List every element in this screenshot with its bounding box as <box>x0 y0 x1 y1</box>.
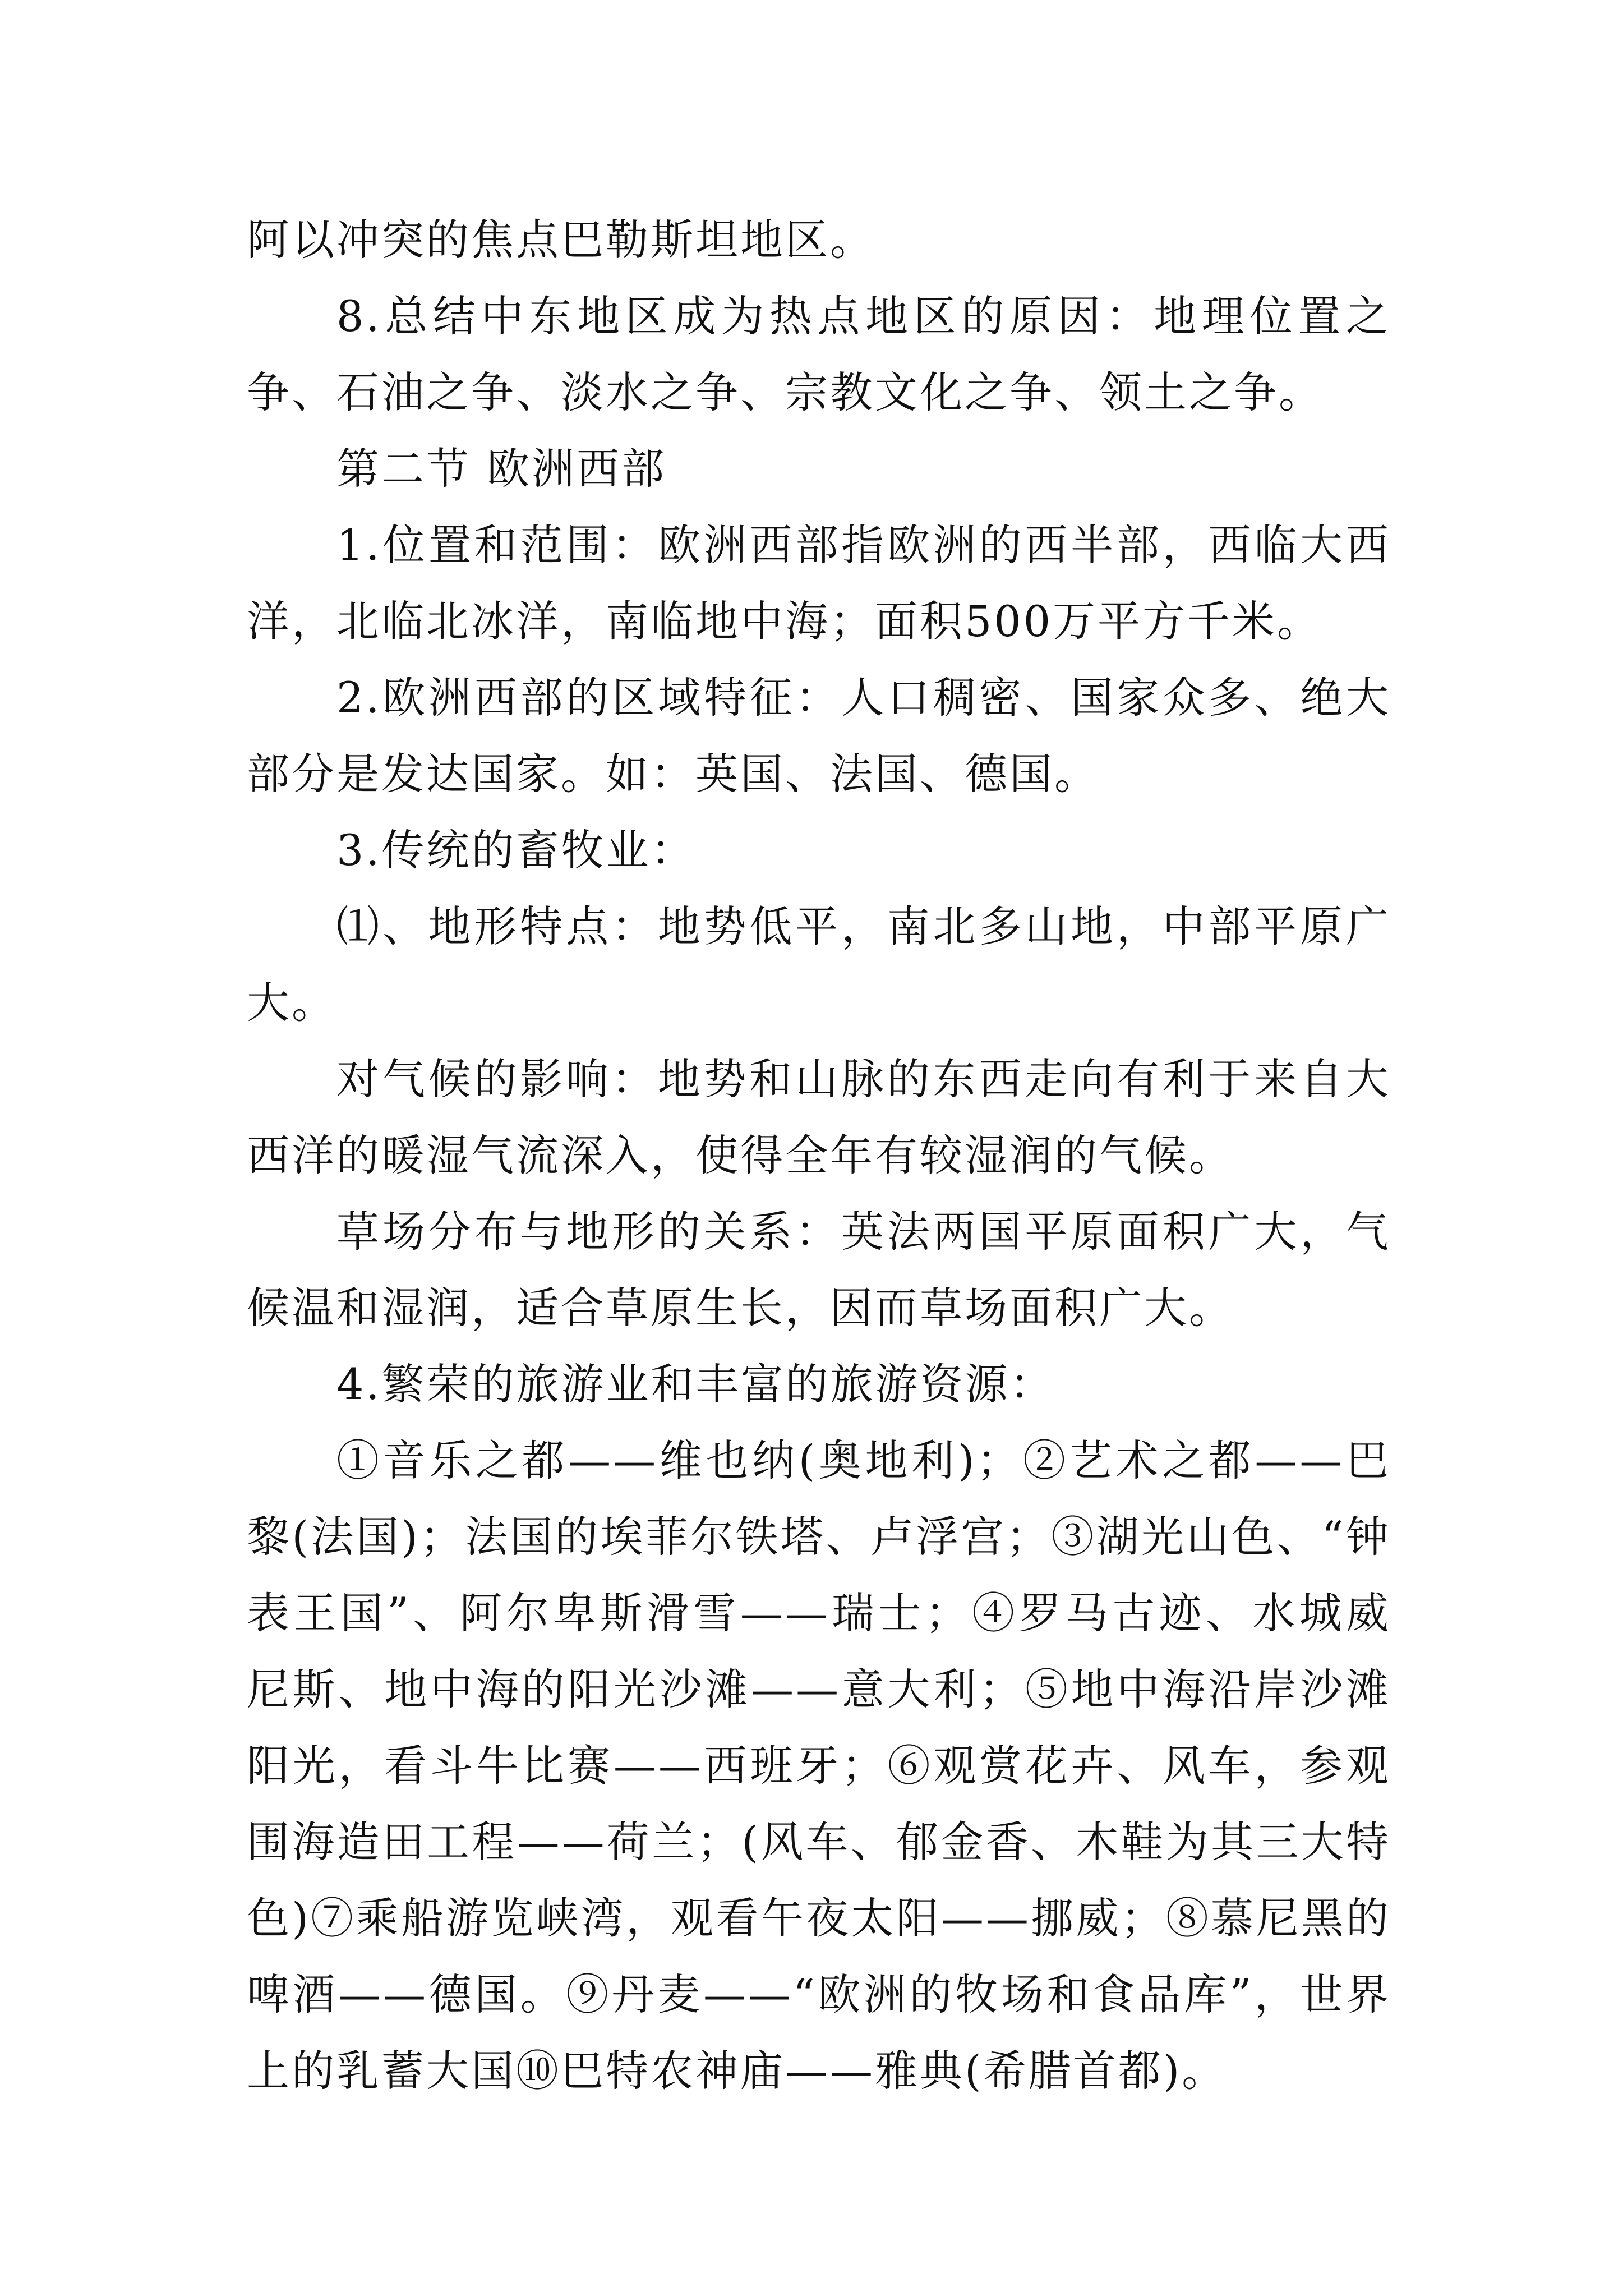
section-heading: 第二节 欧洲西部 <box>336 444 667 494</box>
paragraph-item-4: 4.繁荣的旅游业和丰富的旅游资源： <box>336 1359 1055 1409</box>
paragraph-climate: 对气候的影响：地势和山脉的东西走向有利于来自大西洋的暖湿气流深入，使得全年有较湿润的气候。 <box>247 1054 1391 1180</box>
paragraph-tourism-list: ①音乐之都——维也纳(奥地利)；②艺术之都——巴黎(法国)；法国的埃菲尔铁塔、卢浮宫；③湖光山色、“钟表王国”、阿尔卑斯滑雪——瑞士；④罗马古迹、水城威尼斯、地中海的阳光沙滩——意大利；⑤地中海沿岸沙滩阳光，看斗牛比赛——西班牙；⑥观赏花卉、风车，参观围海造田工程——荷兰；(风车、郁金香、木鞋为其三大特色)⑦乘船游览峡湾，观看午夜太阳——挪威；⑧慕尼黑的啤酒——德国。⑨丹麦——“欧洲的牧场和食品库”，世界上的乳蓄大国⑩巴特农神庙——雅典(希腊首都)。 <box>247 1435 1391 2096</box>
paragraph-terrain: ⑴、地形特点：地势低平，南北多山地，中部平原广大。 <box>247 901 1391 1028</box>
paragraph-grassland: 草场分布与地形的关系：英法两国平原面积广大，气候温和湿润，适合草原生长，因而草场面积广大。 <box>247 1207 1391 1333</box>
paragraph-continuation: 阿以冲突的焦点巴勒斯坦地区。 <box>247 215 875 265</box>
paragraph-item-2: 2.欧洲西部的区域特征：人口稠密、国家众多、绝大部分是发达国家。如：英国、法国、德国。 <box>247 673 1391 799</box>
paragraph-item-8: 8.总结中东地区成为热点地区的原因：地理位置之争、石油之争、淡水之争、宗教文化之争、领土之争。 <box>247 291 1391 417</box>
paragraph-item-1: 1.位置和范围：欧洲西部指欧洲的西半部，西临大西洋，北临北冰洋，南临地中海；面积500万平方千米。 <box>247 520 1391 646</box>
paragraph-item-3: 3.传统的畜牧业： <box>336 825 696 875</box>
body-text <box>247 202 1391 2109</box>
